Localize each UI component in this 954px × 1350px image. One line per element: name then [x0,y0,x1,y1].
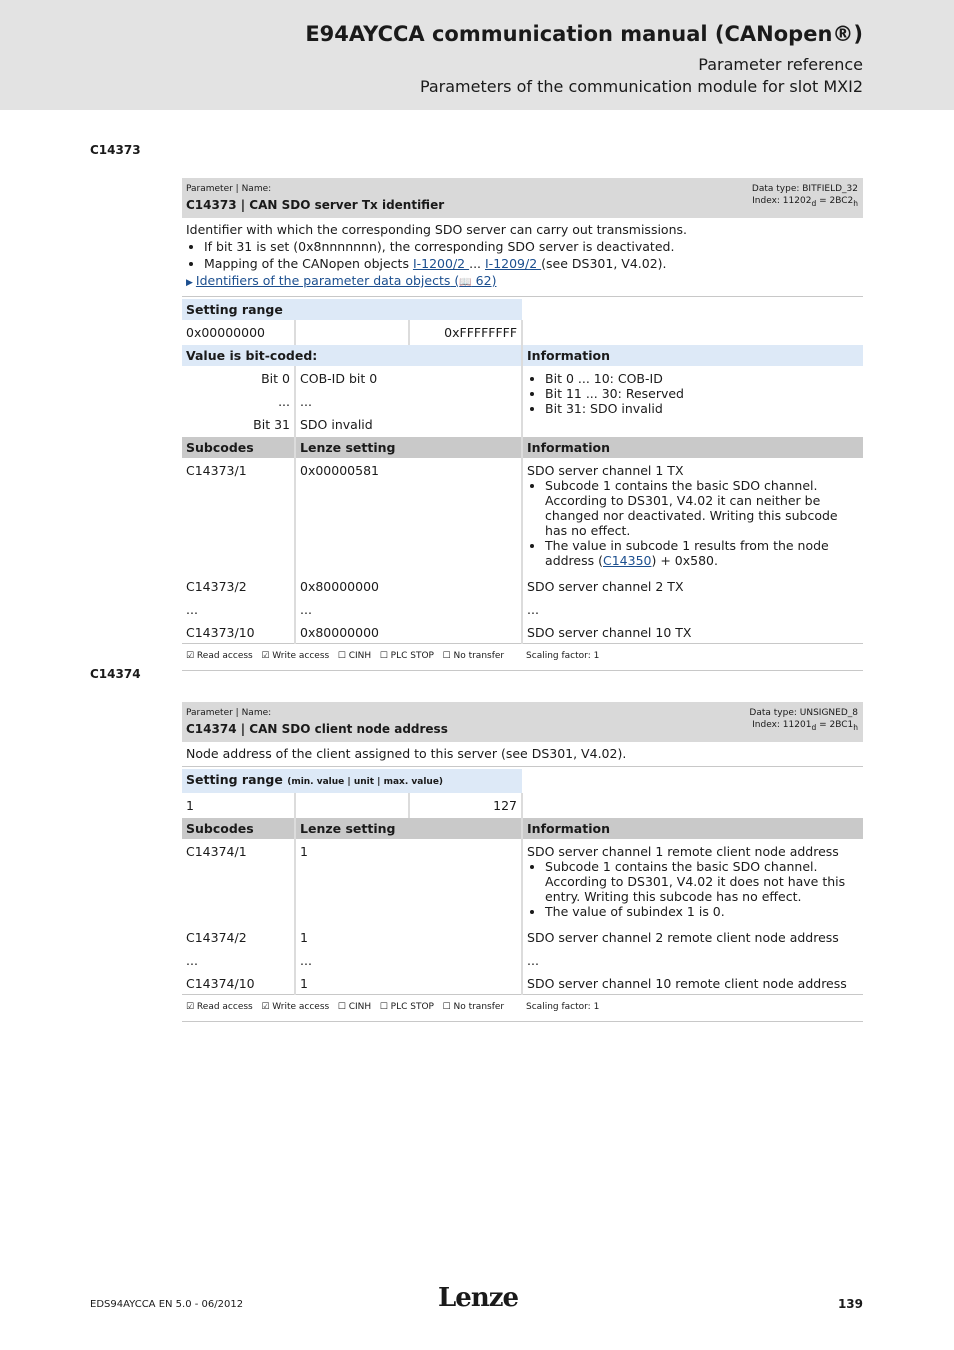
subcode: C14374/10 [182,972,295,995]
parameter-table [182,767,863,1022]
parameter-name-label: Parameter | Name: [186,184,272,194]
information-label: Information [522,344,863,367]
lenze-setting-column-header: Lenze setting [295,817,522,840]
subcode-information: ... [522,949,863,972]
setting-unit [295,321,409,344]
subcode: ... [182,598,295,621]
information-column-header: Information [522,817,863,840]
cross-reference[interactable]: ▶ Identifiers of the parameter data objects (📖 62) [186,273,497,288]
bit-name: SDO invalid [295,413,522,436]
parameter-block [182,178,863,671]
bit-information: • Bit 0 ... 10: COB-ID • Bit 11 ... 30: Reserved • Bit 31: SDO invalid [522,367,863,436]
information-column-header: Information [522,436,863,459]
lenze-setting: ... [295,598,522,621]
setting-max: 127 [409,794,522,817]
arrow-right-icon: ▶ [186,278,193,288]
parameter-name: C14374 | CAN SDO client node address [186,722,448,736]
setting-min: 0x00000000 [182,321,295,344]
subcode: C14373/2 [182,575,295,598]
access-flags: ☑ Read access ☑ Write access ☐ CINH ☐ PLC STOP ☐ No transfer [182,995,522,1022]
subcodes-column-header: Subcodes [182,817,295,840]
subcode-information: SDO server channel 10 TX [522,621,863,644]
bitcoded-label: Value is bit-coded: [182,344,522,367]
subcode: C14373/1 [182,459,295,575]
parameter-name-label: Parameter | Name: [186,708,272,718]
manual-title: E94AYCCA communication manual (CANopen®) [305,22,863,46]
company-logo: Lenze [438,1283,519,1313]
data-type: Data type: UNSIGNED_8 [749,708,858,718]
parameter-link[interactable]: C14350 [603,553,652,568]
parameter-name: C14373 | CAN SDO server Tx identifier [186,198,445,212]
parameter-heading: C14374 [90,667,141,681]
description-text: Identifier with which the corresponding SDO server can carry out transmissions. [186,222,687,237]
subcode-information: SDO server channel 2 TX [522,575,863,598]
parameter-block [182,702,863,1022]
bit-number: Bit 31 [182,413,295,436]
subcode: C14374/1 [182,840,295,926]
description-text: Node address of the client assigned to this server (see DS301, V4.02). [186,746,627,761]
parameter-name-bar [182,178,863,218]
scaling-factor: Scaling factor: 1 [522,995,863,1022]
access-flags: ☑ Read access ☑ Write access ☐ CINH ☐ PLC STOP ☐ No transfer [182,644,522,671]
parameter-index: Index: $11201_d = 2BC1_h$ [752,720,858,732]
book-icon: 📖 [459,277,472,288]
parameter-description [182,218,863,297]
bit-name: COB-ID bit 0 [295,367,522,390]
object-link[interactable]: I-1209/2 [485,256,542,271]
object-link[interactable]: I-1200/2 [412,256,470,271]
setting-range-label: Setting range [182,298,522,321]
setting-max: 0xFFFFFFFF [409,321,522,344]
lenze-setting: 1 [295,926,522,949]
section-title: Parameters of the communication module for slot MXI2 [419,77,863,96]
subcodes-column-header: Subcodes [182,436,295,459]
subcode-information: SDO server channel 2 remote client node address [522,926,863,949]
lenze-setting: 0x80000000 [295,575,522,598]
data-type: Data type: BITFIELD_32 [751,184,858,194]
chapter-title: Parameter reference [698,55,863,74]
bit-number: Bit 0 [182,367,295,390]
document-id: EDS94AYCCA EN 5.0 - 06/2012 [90,1299,244,1310]
subcode-information: SDO server channel 10 remote client node address [522,972,863,995]
subcode-information: ... [522,598,863,621]
subcode: ... [182,949,295,972]
bit-name: ... [295,390,522,413]
subcode-information: SDO server channel 1 remote client node address • Subcode 1 contains the basic SDO channel. According to DS301, V4.02 it does not have this entry. Writing this subcode has no effect. • The value of subindex 1 is 0. [522,840,863,926]
lenze-setting-column-header: Lenze setting [295,436,522,459]
scaling-factor: Scaling factor: 1 [522,644,863,671]
setting-unit [295,794,409,817]
page-header [0,0,954,110]
parameter-table [182,297,863,671]
parameter-name-bar [182,702,863,742]
lenze-setting: 1 [295,840,522,926]
setting-min: 1 [182,794,295,817]
mapping-bullet: • Mapping of the CANopen objects I-1200/2 ... I-1209/2 (see DS301, V4.02). [204,255,859,272]
lenze-setting: ... [295,949,522,972]
description-bullet: • If bit 31 is set (0x8nnnnnnn), the corresponding SDO server is deactivated. [204,238,859,255]
subcode-information: SDO server channel 1 TX • Subcode 1 contains the basic SDO channel. According to DS301, V4.02 it can neither be changed nor deactivated. Writing this subcode has no effect. • The value in subcode 1 results from the node address (C14350) + 0x580. [522,459,863,575]
page-number: 139 [837,1297,863,1311]
parameter-description [182,742,863,767]
subcode: C14374/2 [182,926,295,949]
bit-number: ... [182,390,295,413]
lenze-setting: 1 [295,972,522,995]
parameter-index: Index: $11202_d = 2BC2_h$ [752,196,858,208]
lenze-setting: 0x00000581 [295,459,522,575]
parameter-heading: C14373 [90,143,141,157]
setting-range-label: Setting range (min. value | unit | max. value) [182,768,522,794]
lenze-setting: 0x80000000 [295,621,522,644]
subcode: C14373/10 [182,621,295,644]
